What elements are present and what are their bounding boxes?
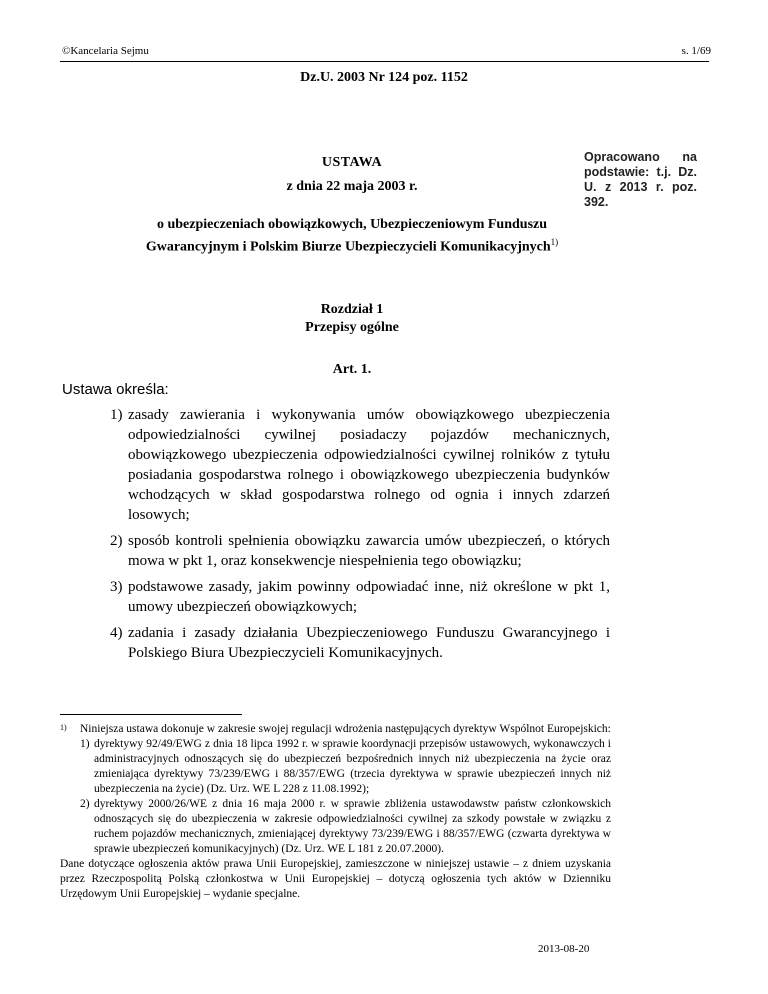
chapter-number: Rozdział 1 bbox=[320, 302, 384, 317]
act-type: USTAWA bbox=[321, 155, 383, 170]
footnote-closing: Dane dotyczące ogłoszenia aktów prawa Unii Europejskiej, zamieszczone w niniejszej ustawie – z dniem uzyskania przez Rzeczpospolitą Polską członkostwa w Unii Europejskiej – dotyczą ogłoszenia tych aktów w Dzienniku Urzędowym Unii Europejskiej – wydanie specjalne. bbox=[60, 858, 611, 900]
footnote-item-number: 2) bbox=[80, 798, 90, 810]
side-note: Opracowano na podstawie: t.j. Dz. U. z 2013 r. poz. 392. bbox=[584, 150, 697, 209]
article-item-text: podstawowe zasady, jakim powinny odpowiadać inne, niż określone w pkt 1, umowy ubezpieczeń obowiązkowych; bbox=[128, 579, 610, 615]
footnote-intro: Niniejsza ustawa dokonuje w zakresie swojej regulacji wdrożenia następujących dyrektyw Wspólnot Europejskich: bbox=[80, 723, 611, 735]
act-footnote-ref[interactable]: 1) bbox=[550, 237, 559, 247]
act-date: z dnia 22 maja 2003 r. bbox=[286, 179, 418, 194]
footnote-divider bbox=[60, 714, 242, 715]
footnote-item bbox=[80, 797, 611, 857]
article-item-number: 3) bbox=[110, 579, 123, 595]
act-title-line-2-text: Gwarancyjnym i Polskim Biurze Ubezpieczycieli Komunikacyjnych bbox=[145, 239, 551, 255]
article-item-text: zasady zawierania i wykonywania umów obowiązkowego ubezpieczenia odpowiedzialności cywilnej posiadaczy pojazdów mechanicznych, obowiązkowego ubezpieczenia odpowiedzialności cywilnej rolników z tytułu posiadania gospodarstwa rolnego i obowiązkowego ubezpieczenia budynków wchodzących w skład gospodarstwa rolnego od ognia i innych zdarzeń losowych; bbox=[128, 407, 610, 523]
footnote bbox=[60, 722, 611, 902]
act-title-line-2 bbox=[57, 237, 647, 256]
footnote-item-text: dyrektywy 92/49/EWG z dnia 18 lipca 1992 r. w sprawie koordynacji przepisów ustawowych, wykonawczych i administracyjnych odnoszących się do ubezpieczeń bezpośrednich innych niż ubezpieczenia na życie oraz zmieniająca dyrektywy 73/239/EWG i 88/357/EWG (trzecia dyrektywa w sprawie ubezpieczeń innych niż ubezpieczenia na życie) (Dz. Urz. WE L 228 z 11.08.1992); bbox=[94, 738, 611, 795]
article-item-number: 2) bbox=[110, 533, 123, 549]
header-copyright: ©Kancelaria Sejmu bbox=[62, 45, 149, 57]
header-page-number: s. 1/69 bbox=[681, 45, 711, 57]
header-divider bbox=[60, 61, 709, 62]
journal-reference: Dz.U. 2003 Nr 124 poz. 1152 bbox=[300, 70, 468, 85]
footnote-item-text: dyrektywy 2000/26/WE z dnia 16 maja 2000 r. w sprawie zbliżenia ustawodawstw państw członkowskich odnoszących się do ubezpieczenia w zakresie odpowiedzialności cywilnej za szkody powstałe w związku z ruchem pojazdów mechanicznych, zmieniającej dyrektywy 73/239/EWG i 88/357/EWG (czwarta dyrektywa w sprawie ubezpieczeń komunikacyjnych) (Dz. Urz. WE L 181 z 20.07.2000). bbox=[94, 798, 611, 855]
article-item bbox=[110, 577, 610, 617]
chapter-title: Przepisy ogólne bbox=[305, 320, 399, 335]
act-title-line-1: o ubezpieczeniach obowiązkowych, Ubezpieczeniowym Funduszu bbox=[156, 217, 548, 232]
page-date: 2013-08-20 bbox=[538, 943, 590, 955]
article-item-number: 4) bbox=[110, 625, 123, 641]
article-item-number: 1) bbox=[110, 407, 123, 423]
article-item bbox=[110, 405, 610, 525]
article-item bbox=[110, 531, 610, 571]
article-item-text: sposób kontroli spełnienia obowiązku zawarcia umów ubezpieczeń, o których mowa w pkt 1, oraz konsekwencje niespełnienia tego obowiązku; bbox=[128, 533, 610, 569]
article-number: Art. 1. bbox=[332, 362, 372, 377]
article-item bbox=[110, 623, 610, 663]
footnote-item-number: 1) bbox=[80, 738, 90, 750]
article-intro: Ustawa określa: bbox=[62, 381, 169, 398]
footnote-item bbox=[80, 737, 611, 797]
article-items bbox=[110, 405, 610, 669]
footnote-mark: 1) bbox=[60, 723, 67, 732]
footnote-items bbox=[60, 737, 611, 857]
article-item-text: zadania i zasady działania Ubezpieczeniowego Funduszu Gwarancyjnego i Polskiego Biura Ubezpieczycieli Komunikacyjnych. bbox=[128, 625, 610, 661]
